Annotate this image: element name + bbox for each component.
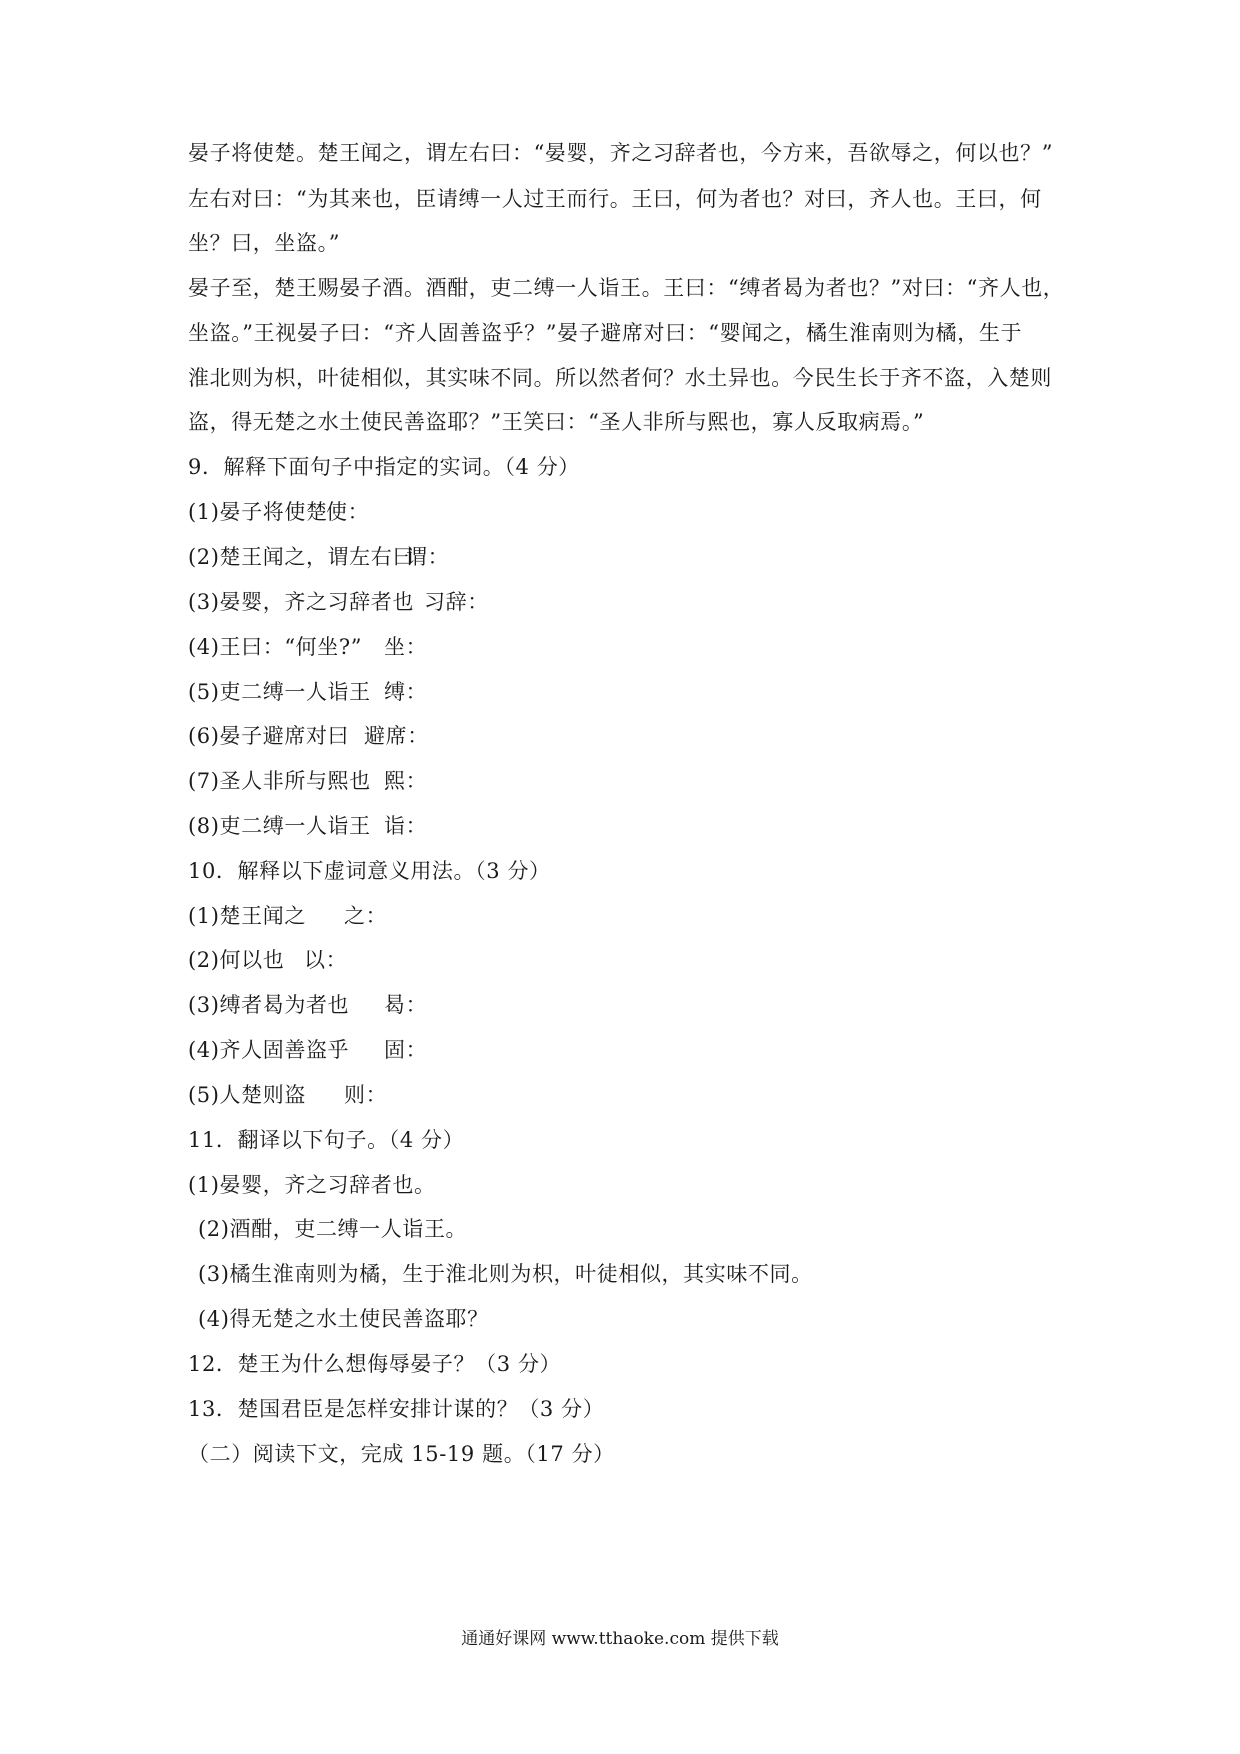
- passage-line: 盗，得无楚之水土使民善盗耶？”王笑曰：“圣人非所与熙也，寡人反取病焉。”: [188, 410, 925, 434]
- q9-item: [188, 632, 1068, 662]
- q11-item: (2)酒酣，吏二缚一人诣王。: [198, 1217, 468, 1241]
- q9-sentence: (1)晏子将使楚: [188, 500, 328, 524]
- q9-item: [188, 542, 1068, 572]
- q9-term: 诣：: [384, 814, 428, 838]
- passage-line: 晏子至，楚王赐晏子酒。酒酣，吏二缚一人诣王。王曰：“缚者曷为者也？”对曰：“齐人也，: [188, 276, 1065, 300]
- q10-sentence: (3)缚者曷为者也: [188, 993, 350, 1017]
- q10-item: [188, 1080, 1068, 1110]
- question-9-heading: 9．解释下面句子中指定的实词。（4 分）: [188, 455, 580, 479]
- q11-item: (4)得无楚之水土使民善盗耶？: [198, 1307, 489, 1331]
- q9-item: [188, 587, 1068, 617]
- q9-sentence: (2)楚王闻之，谓左右曰: [188, 545, 414, 569]
- q9-term: 避席：: [364, 724, 429, 748]
- q10-sentence: (4)齐人固善盗乎: [188, 1038, 350, 1062]
- q9-item: [188, 677, 1068, 707]
- passage-line: 左右对曰：“为其来也，臣请缚一人过王而行。王曰，何为者也？对曰，齐人也。王曰，何: [188, 187, 1042, 211]
- q9-term: 使：: [326, 500, 370, 524]
- q10-item: [188, 990, 1068, 1020]
- q9-term: 坐：: [384, 635, 428, 659]
- q10-term: 之：: [344, 904, 388, 928]
- q10-term: 固：: [384, 1038, 428, 1062]
- q9-term: 熙：: [384, 769, 428, 793]
- q10-item: [188, 1035, 1068, 1065]
- question-11-heading: 11．翻译以下句子。（4 分）: [188, 1128, 465, 1152]
- question-12-heading: 12．楚王为什么想侮辱晏子？（3 分）: [188, 1352, 562, 1376]
- passage-line: 坐盗。”王视晏子曰：“齐人固善盗乎？”晏子避席对曰：“婴闻之，橘生淮南则为橘，生于: [188, 321, 1023, 345]
- q10-item: [188, 901, 1068, 931]
- q10-sentence: (5)人楚则盗: [188, 1083, 306, 1107]
- q9-term: 谓：: [406, 545, 450, 569]
- q10-item: [188, 945, 1068, 975]
- q9-item: [188, 721, 1068, 751]
- q10-term: 曷：: [384, 993, 428, 1017]
- q10-term: 则：: [344, 1083, 388, 1107]
- q11-item: (1)晏婴，齐之习辞者也。: [188, 1173, 436, 1197]
- q11-item: (3)橘生淮南则为橘，生于淮北则为枳，叶徒相似，其实味不同。: [198, 1262, 813, 1286]
- q9-term: 缚：: [384, 680, 428, 704]
- q10-sentence: (2)何以也: [188, 948, 285, 972]
- q9-item: [188, 766, 1068, 796]
- passage-line: 晏子将使楚。楚王闻之，谓左右曰：“晏婴，齐之习辞者也，今方来，吾欲辱之，何以也？”: [188, 141, 1054, 165]
- q9-sentence: (4)王曰：“何坐?”: [188, 635, 363, 659]
- q9-item: [188, 497, 1068, 527]
- passage-line: 坐？曰，坐盗。”: [188, 231, 341, 255]
- q9-sentence: (8)吏二缚一人诣王: [188, 814, 371, 838]
- question-13-heading: 13．楚国君臣是怎样安排计谋的？（3 分）: [188, 1397, 605, 1421]
- passage-line: 淮北则为枳，叶徒相似，其实味不同。所以然者何？水土异也。今民生长于齐不盗，入楚则: [188, 366, 1052, 390]
- q10-term: 以：: [304, 948, 348, 972]
- q9-sentence: (5)吏二缚一人诣王: [188, 680, 371, 704]
- q9-item: [188, 811, 1068, 841]
- section-2-heading: （二）阅读下文，完成 15-19 题。（17 分）: [188, 1442, 615, 1466]
- q9-sentence: (6)晏子避席对曰: [188, 724, 350, 748]
- q9-term: 习辞：: [424, 590, 489, 614]
- page-footer: 通通好课网 www.tthaoke.com 提供下载: [461, 1629, 779, 1649]
- q9-sentence: (7)圣人非所与熙也: [188, 769, 371, 793]
- q9-sentence: (3)晏婴，齐之习辞者也: [188, 590, 414, 614]
- question-10-heading: 10．解释以下虚词意义用法。（3 分）: [188, 859, 551, 883]
- q10-sentence: (1)楚王闻之: [188, 904, 306, 928]
